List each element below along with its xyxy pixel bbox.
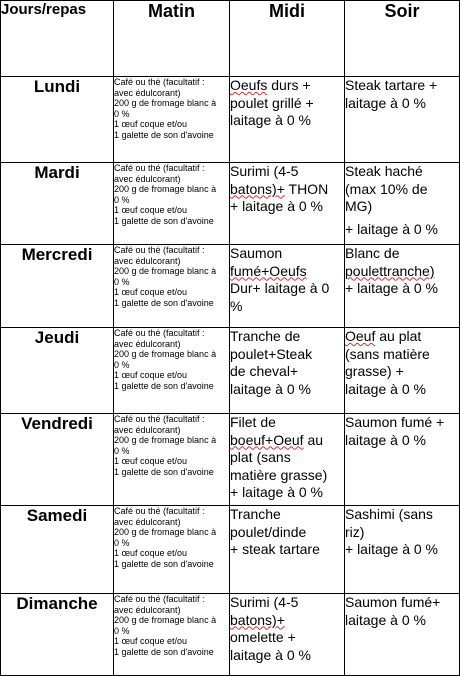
midi-line: [230, 612, 344, 630]
header-jours: Jours/repas: [1, 1, 114, 77]
spellcheck-mark: poulettranche): [345, 262, 435, 279]
soir-line: laitage à 0 %: [345, 380, 426, 397]
matin-line: 0 %: [114, 445, 130, 456]
matin-cell: [114, 328, 230, 414]
matin-cell: [114, 77, 230, 163]
midi-line: laitage à 0 %: [230, 380, 311, 397]
table-row: [1, 506, 460, 594]
matin-line: Café ou thé (facultatif :: [114, 414, 205, 424]
soir-line: [345, 263, 459, 281]
midi-line: + steak tartare: [230, 541, 320, 557]
matin-line: 1 œuf coque et/ou: [114, 456, 188, 466]
table-row: [1, 328, 460, 414]
matin-line: avec édulcorant): [114, 87, 181, 98]
matin-line: 1 œuf coque et/ou: [114, 119, 188, 129]
midi-line: + laitage à 0 %: [230, 198, 324, 214]
matin-line: 1 galette de son d'avoine: [114, 466, 214, 477]
soir-cell: [345, 414, 460, 506]
soir-line: Steak tartare +: [345, 77, 438, 93]
midi-line: poulet+Steak: [230, 345, 313, 362]
soir-cell: [345, 245, 460, 328]
matin-line: 1 galette de son d'avoine: [114, 297, 214, 308]
header-soir: Soir: [345, 1, 460, 77]
matin-line: 0 %: [114, 194, 130, 205]
matin-line: avec édulcorant): [114, 604, 181, 615]
midi-line: boeuf+Oeuf au: [230, 431, 324, 448]
matin-line: 200 g de fromage blanc à: [114, 98, 217, 108]
midi-line: Tranche de: [230, 328, 301, 344]
soir-line: MG): [345, 198, 373, 214]
soir-line: + laitage à 0 %: [345, 541, 439, 557]
day-label: Vendredi: [1, 414, 114, 506]
matin-line: 200 g de fromage blanc à: [114, 435, 217, 445]
matin-cell: [114, 506, 230, 594]
matin-line: 0 %: [114, 108, 130, 119]
soir-cell: [345, 328, 460, 414]
midi-cell: [230, 328, 345, 414]
spellcheck-mark: boeuf+Oeuf: [230, 431, 304, 448]
midi-line: poulet/dinde: [230, 523, 307, 540]
table-body: [1, 77, 460, 676]
midi-line: %: [230, 297, 243, 314]
soir-line: grasse) +: [345, 363, 404, 379]
midi-cell: [230, 414, 345, 506]
table-row: [1, 414, 460, 506]
matin-line: 200 g de fromage blanc à: [114, 349, 217, 359]
midi-cell: [230, 77, 345, 163]
soir-line: laitage à 0 %: [345, 431, 426, 448]
soir-line: Steak haché: [345, 163, 423, 179]
matin-line: avec édulcorant): [114, 173, 181, 184]
soir-line: Oeuf au plat: [345, 328, 422, 344]
soir-line: riz): [345, 523, 365, 540]
header-midi: Midi: [230, 1, 345, 77]
matin-line: 200 g de fromage blanc à: [114, 527, 217, 537]
midi-line: Oeufs durs +: [230, 77, 311, 93]
matin-line: 200 g de fromage blanc à: [114, 266, 217, 276]
header-matin: Matin: [114, 1, 230, 77]
midi-line: de cheval+: [230, 363, 299, 379]
matin-line: Café ou thé (facultatif :: [114, 163, 205, 173]
matin-line: 0 %: [114, 276, 130, 287]
day-label: Lundi: [1, 77, 114, 163]
matin-line: Café ou thé (facultatif :: [114, 245, 205, 255]
matin-line: 1 œuf coque et/ou: [114, 636, 188, 646]
matin-line: avec édulcorant): [114, 255, 181, 266]
day-label: Samedi: [1, 506, 114, 594]
matin-line: 1 œuf coque et/ou: [114, 205, 188, 215]
soir-line: (sans matière: [345, 345, 430, 362]
spellcheck-mark: batons)+: [230, 180, 285, 197]
soir-cell: [345, 77, 460, 163]
table-row: [1, 594, 460, 676]
midi-cell: [230, 594, 345, 676]
midi-line: plat (sans: [230, 449, 291, 465]
spellcheck-mark: batons)+: [230, 611, 285, 628]
midi-line: Surimi (4-5: [230, 163, 299, 179]
midi-line: Surimi (4-5: [230, 594, 299, 610]
midi-line: Dur+ laitage à 0: [230, 280, 330, 296]
soir-line: (max 10% de: [345, 180, 428, 197]
midi-line: laitage à 0 %: [230, 646, 311, 663]
matin-line: 1 œuf coque et/ou: [114, 370, 188, 380]
soir-cell: [345, 506, 460, 594]
day-label: Mardi: [1, 163, 114, 245]
midi-line: Filet de: [230, 414, 276, 430]
midi-cell: [230, 245, 345, 328]
matin-line: avec édulcorant): [114, 516, 181, 527]
soir-line: Blanc de: [345, 245, 400, 261]
matin-line: avec édulcorant): [114, 338, 181, 349]
midi-line: matière grasse): [230, 466, 328, 483]
midi-line: + laitage à 0 %: [230, 484, 324, 500]
day-label: Jeudi: [1, 328, 114, 414]
matin-line: 0 %: [114, 537, 130, 548]
day-label: Mercredi: [1, 245, 114, 328]
matin-line: 0 %: [114, 625, 130, 636]
matin-line: 1 galette de son d'avoine: [114, 129, 214, 140]
midi-line: poulet grillé +: [230, 94, 314, 111]
matin-line: avec édulcorant): [114, 424, 181, 435]
matin-line: 1 galette de son d'avoine: [114, 215, 214, 226]
spellcheck-mark: Oeuf: [345, 328, 376, 344]
table-row: [1, 163, 460, 245]
matin-line: Café ou thé (facultatif :: [114, 506, 205, 516]
soir-line: Saumon fumé+: [345, 594, 441, 610]
matin-line: 1 galette de son d'avoine: [114, 558, 214, 569]
midi-line: Saumon: [230, 245, 283, 261]
soir-cell: [345, 163, 460, 245]
day-label: Dimanche: [1, 594, 114, 676]
matin-line: 0 %: [114, 359, 130, 370]
midi-line: batons)+ THON: [230, 180, 329, 197]
midi-line: [230, 263, 344, 281]
midi-line: omelette +: [230, 629, 296, 645]
soir-line: Saumon fumé +: [345, 414, 445, 430]
midi-line: Tranche: [230, 506, 281, 522]
midi-line: laitage à 0 %: [230, 112, 311, 128]
matin-cell: [114, 245, 230, 328]
matin-line: 1 œuf coque et/ou: [114, 548, 188, 558]
matin-line: Café ou thé (facultatif :: [114, 328, 205, 338]
soir-line: laitage à 0 %: [345, 94, 426, 111]
table-row: [1, 245, 460, 328]
matin-line: 200 g de fromage blanc à: [114, 184, 217, 194]
matin-line: 200 g de fromage blanc à: [114, 615, 217, 625]
midi-cell: [230, 163, 345, 245]
matin-cell: [114, 594, 230, 676]
matin-cell: [114, 163, 230, 245]
matin-line: 1 galette de son d'avoine: [114, 380, 214, 391]
matin-line: 1 galette de son d'avoine: [114, 646, 214, 657]
soir-line: + laitage à 0 %: [345, 220, 439, 237]
spellcheck-mark: fumé+Oeufs: [230, 262, 307, 279]
soir-cell: [345, 594, 460, 676]
soir-line: laitage à 0 %: [345, 611, 426, 628]
soir-line: Sashimi (sans: [345, 506, 433, 522]
header-row: [1, 1, 460, 77]
midi-cell: [230, 506, 345, 594]
matin-line: Café ou thé (facultatif :: [114, 77, 205, 87]
table-row: [1, 77, 460, 163]
matin-cell: [114, 414, 230, 506]
matin-line: Café ou thé (facultatif :: [114, 594, 205, 604]
soir-line: + laitage à 0 %: [345, 280, 439, 296]
spellcheck-mark: Oeufs: [230, 77, 268, 93]
matin-line: 1 œuf coque et/ou: [114, 287, 188, 297]
